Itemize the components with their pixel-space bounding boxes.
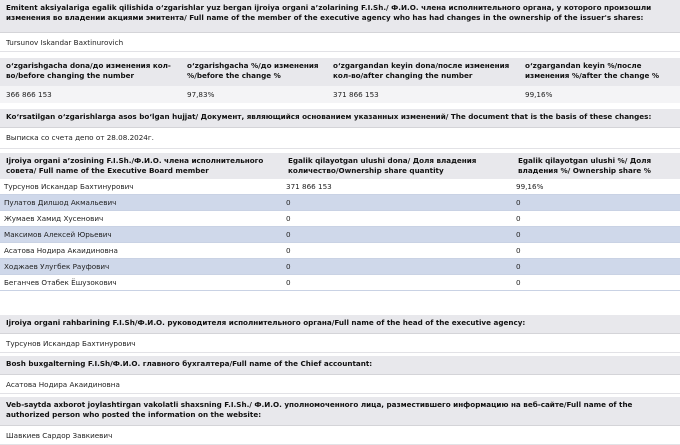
table-row — [0, 275, 680, 291]
section-accountant — [0, 356, 680, 394]
member-row-pct: 0 — [516, 262, 521, 271]
authorized-name: Шавкиев Сардор Завкиевич — [0, 426, 680, 445]
basis-document: Выписка со счета депо от 28.08.2024г. — [0, 128, 680, 149]
basis-header: Ko‘rsatilgan o‘zgarishlarga asos bo‘lgan hujjat/ Документ, являющийся основанием указанных изменений/ The document that is the basis of these changes: — [0, 109, 680, 128]
member-row-pct: 99,16% — [516, 182, 544, 191]
member-row-name: Жумаев Хамид Хусенович — [4, 214, 104, 223]
changes-after-pct: 99,16% — [525, 90, 553, 99]
section-head — [0, 315, 680, 353]
section-member — [0, 0, 680, 52]
member-row-pct: 0 — [516, 230, 521, 239]
changes-header-after-qty: o‘zgargandan keyin dona/после изменения кол-во/after changing the number — [333, 61, 510, 80]
member-row-name: Беганчев Отабек Ёшузокович — [4, 278, 117, 287]
changes-header-before-qty: o‘zgarishgacha dona/до изменения кол-во/before changing the number — [6, 61, 171, 80]
member-row-pct: 0 — [516, 246, 521, 255]
member-row-name: Ходжаев Улугбек Рауфович — [4, 262, 110, 271]
member-row-name: Максимов Алексей Юрьевич — [4, 230, 112, 239]
table-row — [0, 227, 680, 243]
member-row-name: Турсунов Искандар Бахтинурович — [4, 182, 134, 191]
member-row-qty: 0 — [286, 262, 291, 271]
member-row-qty: 0 — [286, 278, 291, 287]
table-row — [0, 211, 680, 227]
changes-table — [0, 58, 680, 103]
changes-after-qty: 371 866 153 — [333, 90, 379, 99]
table-row — [0, 243, 680, 259]
authorized-header: Veb-saytda axborot joylashtirgan vakolatli shaxsning F.I.Sh./ Ф.И.О. уполномоченного лица, разместившего информацию на веб-сайте/Full name of the authorized person who posted the information on the website: — [0, 397, 680, 426]
member-row-pct: 0 — [516, 214, 521, 223]
head-name: Турсунов Искандар Бахтинурович — [0, 334, 680, 353]
head-header: Ijroiya organi rahbarining F.I.Sh/Ф.И.О. руководителя исполнительного органа/Full name of the head of the executive agency: — [0, 315, 680, 334]
member-row-pct: 0 — [516, 278, 521, 287]
member-row-pct: 0 — [516, 198, 521, 207]
section-authorized — [0, 397, 680, 445]
member-row-name: Пулатов Дилшод Акмальевич — [4, 198, 117, 207]
section-basis — [0, 109, 680, 149]
member-row-name: Асатова Нодира Акаидиновна — [4, 246, 118, 255]
spacer — [0, 291, 680, 315]
accountant-header: Bosh buxgalterning F.I.Sh/Ф.И.О. главного бухгалтера/Full name of the Chief accountant: — [0, 356, 680, 375]
member-header: Emitent aksiyalariga egalik qilishida o‘zgarishlar yuz bergan ijroiya organi a’zolarining F.I.Sh./ Ф.И.О. члена исполнительного органа, у которого произошли изменения во владении акциями эмитента/ Full name of the member of the executive agency who has had changes in the ownership of the issuer's shares: — [0, 0, 680, 33]
member-row-qty: 0 — [286, 246, 291, 255]
table-row — [0, 195, 680, 211]
member-row-qty: 0 — [286, 198, 291, 207]
members-header-qty: Egalik qilayotgan ulushi dona/ Доля владения количество/Ownership share quantity — [288, 156, 477, 175]
changes-header-before-pct: o‘zgarishgacha %/до изменения %/before the change % — [187, 61, 319, 80]
members-table — [0, 153, 680, 291]
changes-before-pct: 97,83% — [187, 90, 215, 99]
table-row — [0, 259, 680, 275]
members-header-pct: Egalik qilayotgan ulushi %/ Доля владения %/ Ownership share % — [518, 156, 652, 175]
member-name: Tursunov Iskandar Baxtinurovich — [0, 33, 680, 52]
changes-before-qty: 366 866 153 — [6, 90, 52, 99]
changes-header-after-pct: o‘zgargandan keyin %/после изменения %/after the change % — [525, 61, 660, 80]
table-row — [0, 179, 680, 195]
member-row-qty: 0 — [286, 230, 291, 239]
member-row-qty: 371 866 153 — [286, 182, 332, 191]
members-header-name: Ijroiya organi a’zosining F.I.Sh./Ф.И.О. члена исполнительного совета/ Full name of the Executive Board member — [6, 156, 264, 175]
member-row-qty: 0 — [286, 214, 291, 223]
accountant-name: Асатова Нодира Акаидиновна — [0, 375, 680, 394]
